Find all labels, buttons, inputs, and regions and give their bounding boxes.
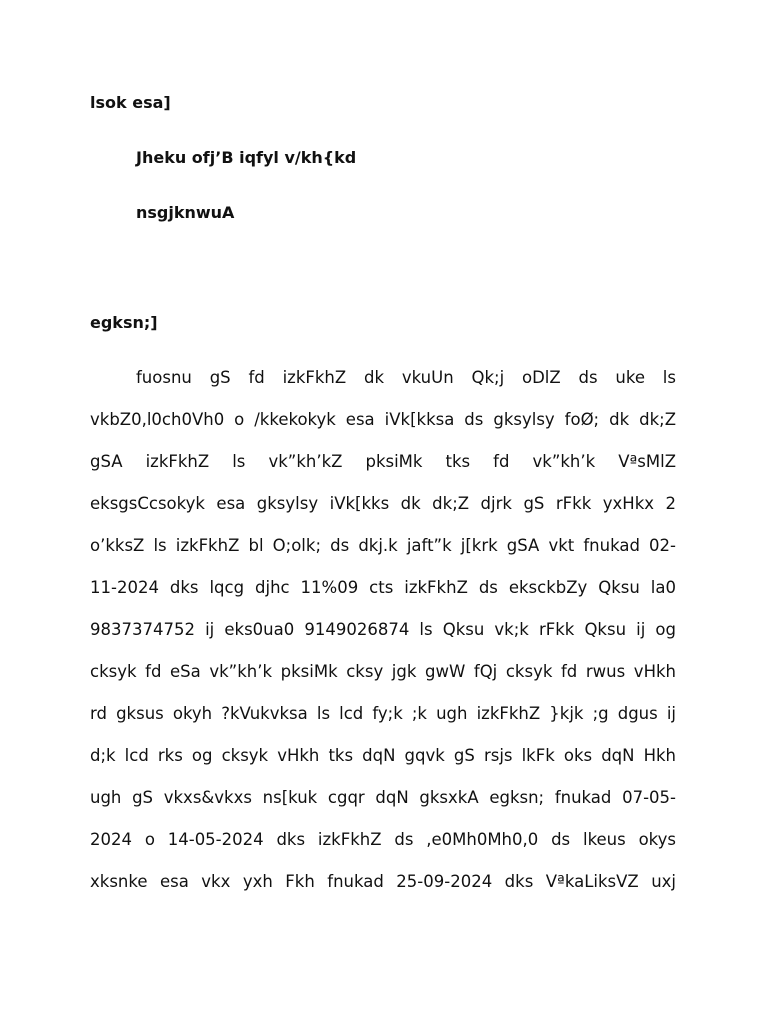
body-line: d;k lcd rks og cksyk vHkh tks dqN gqvk gS rsjs lkFk oks dqN Hkh — [90, 746, 676, 765]
body-line: gSA izkFkhZ ls vk”kh’kZ pksiMk tks fd vk”kh’k VªsMlZ — [90, 452, 676, 471]
addressee-line: lsok esa] — [90, 93, 171, 112]
body-line: vkbZ0,l0ch0Vh0 o /kkekokyk esa iVk[kksa ds gksylsy foØ; dk dk;Z — [90, 410, 676, 429]
body-line: o’kksZ ls izkFkhZ bl O;olk; ds dkj.k jaft”k j[krk gSA vkt fnukad 02- — [90, 536, 676, 555]
salutation: egksn;] — [90, 313, 158, 332]
body-line: ugh gS vkxs&vkxs ns[kuk cgqr dqN gksxkA egksn; fnukad 07-05- — [90, 788, 676, 807]
body-line: 9837374752 ij eks0ua0 9149026874 ls Qksu vk;k rFkk Qksu ij og — [90, 620, 676, 639]
body-line: 11-2024 dks lqcg djhc 11%09 cts izkFkhZ ds eksckbZy Qksu la0 — [90, 578, 676, 597]
recipient-name: Jheku ofj’B iqfyl v/kh{kd — [136, 148, 357, 167]
body-line: fuosnu gS fd izkFkhZ dk vkuUn Qk;j oDlZ ds uke ls — [136, 368, 676, 387]
body-line: rd gksus okyh ?kVukvksa ls lcd fy;k ;k ugh izkFkhZ }kjk ;g dgus ij — [90, 704, 676, 723]
body-line: 2024 o 14-05-2024 dks izkFkhZ ds ,e0Mh0Mh0,0 ds lkeus okys — [90, 830, 676, 849]
body-line: eksgsCcsokyk esa gksylsy iVk[kks dk dk;Z djrk gS rFkk yxHkx 2 — [90, 494, 676, 513]
body-line: xksnke esa vkx yxh Fkh fnukad 25-09-2024 dks VªkaLiksVZ uxj — [90, 872, 676, 891]
body-line: cksyk fd eSa vk”kh’k pksiMk cksy jgk gwW fQj cksyk fd rwus vHkh — [90, 662, 676, 681]
recipient-place: nsgjknwuA — [136, 203, 235, 222]
